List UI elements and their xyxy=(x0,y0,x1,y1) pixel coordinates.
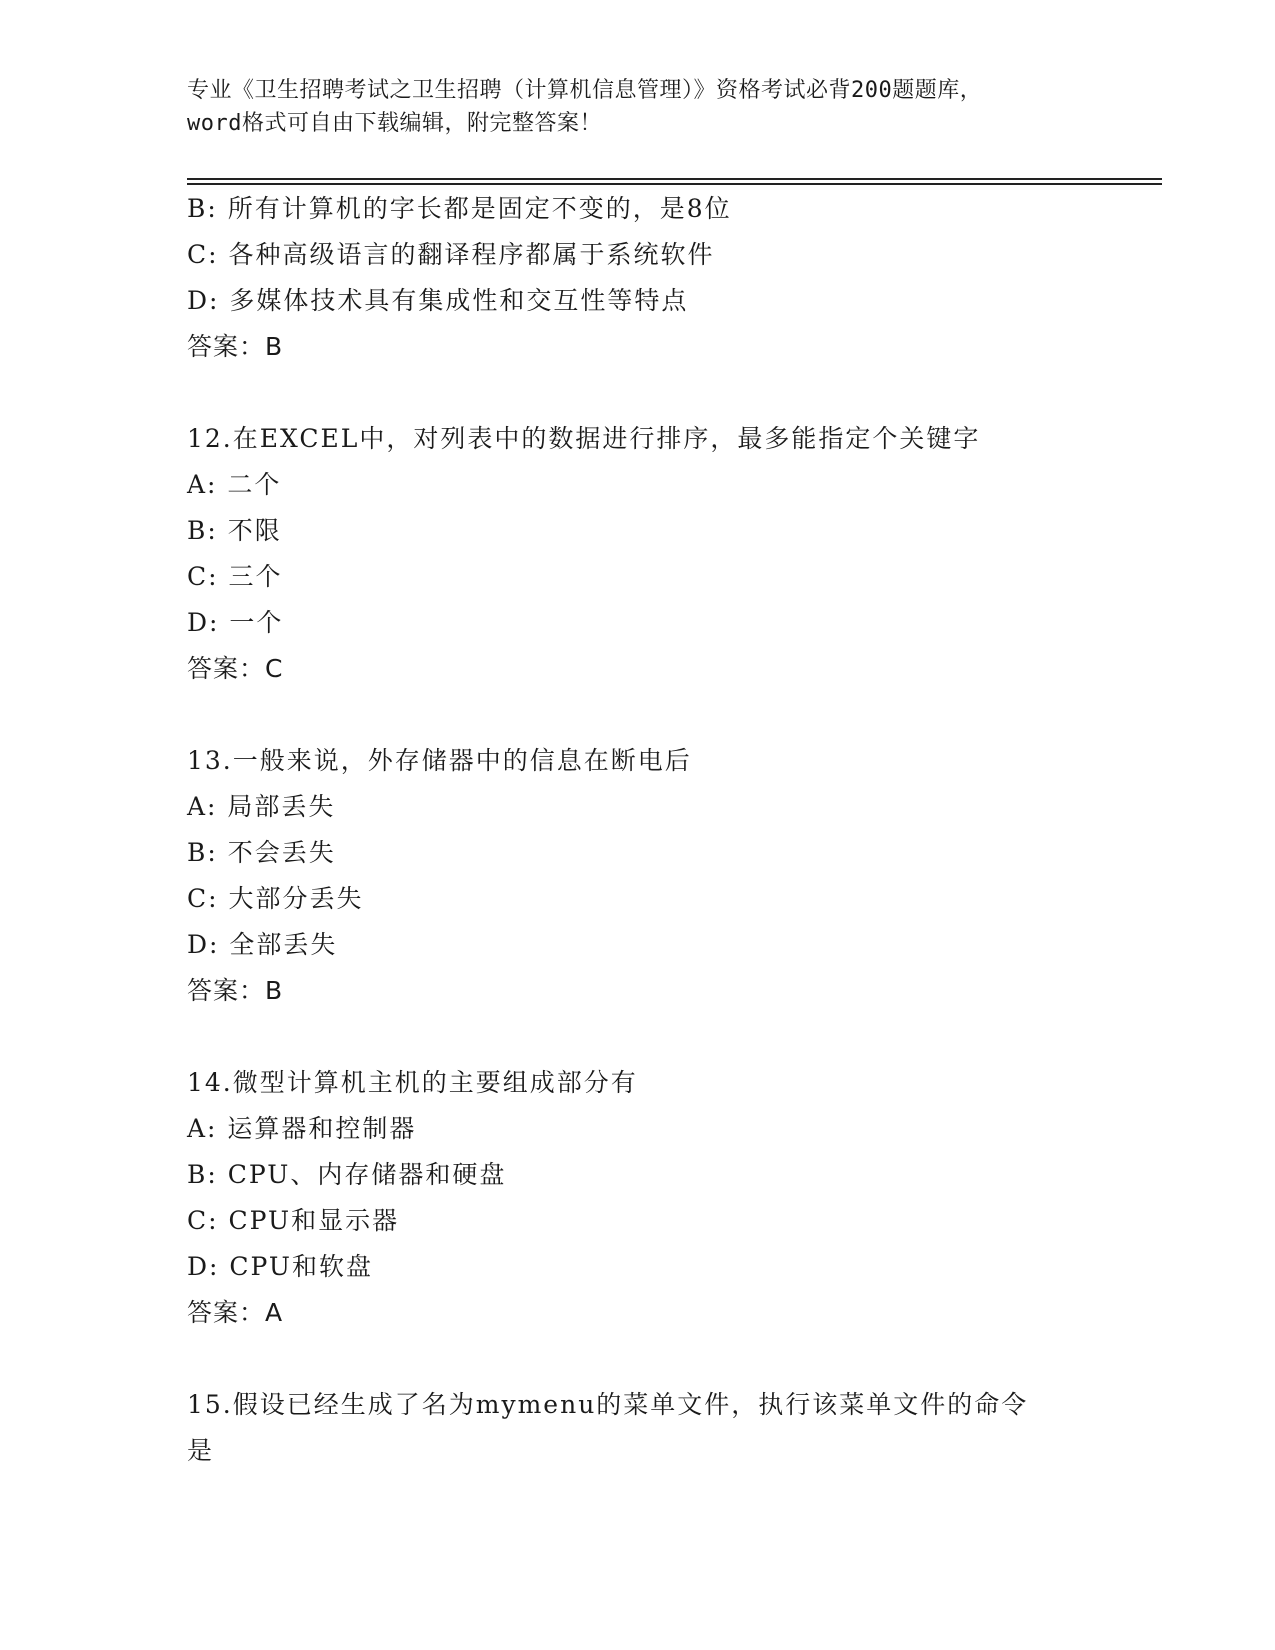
answer: 答案：B xyxy=(187,332,284,361)
option-d: D: CPU和软盘 xyxy=(187,1252,373,1281)
question-11 xyxy=(187,186,1087,370)
document-header xyxy=(187,74,1087,140)
option-b: B: CPU、内存储器和硬盘 xyxy=(187,1160,507,1189)
answer: 答案：A xyxy=(187,1298,284,1327)
option-c: C: 各种高级语言的翻译程序都属于系统软件 xyxy=(187,240,715,269)
option-c: C: 三个 xyxy=(187,562,283,591)
option-b: B: 不限 xyxy=(187,516,282,545)
question-text: 13.一般来说，外存储器中的信息在断电后 xyxy=(187,746,692,775)
spacer xyxy=(187,1014,1087,1060)
question-13 xyxy=(187,738,1087,1014)
question-text-line-1: 15.假设已经生成了名为mymenu的菜单文件，执行该菜单文件的命令 xyxy=(187,1390,1029,1419)
spacer xyxy=(187,692,1087,738)
option-a: A: 局部丢失 xyxy=(187,792,336,821)
answer: 答案：C xyxy=(187,654,284,683)
question-list xyxy=(187,186,1087,1474)
option-d: D: 多媒体技术具有集成性和交互性等特点 xyxy=(187,286,689,315)
answer: 答案：B xyxy=(187,976,284,1005)
option-a: A: 二个 xyxy=(187,470,282,499)
option-d: D: 一个 xyxy=(187,608,284,637)
option-b: B: 不会丢失 xyxy=(187,838,336,867)
header-title-line-2: word格式可自由下载编辑，附完整答案！ xyxy=(187,111,602,136)
option-b: B: 所有计算机的字长都是固定不变的，是8位 xyxy=(187,194,732,223)
spacer xyxy=(187,370,1087,416)
header-title-line-1: 专业《卫生招聘考试之卫生招聘（计算机信息管理）》资格考试必背200题题库， xyxy=(187,78,983,103)
spacer xyxy=(187,1336,1087,1382)
question-14 xyxy=(187,1060,1087,1336)
question-text-line-2: 是 xyxy=(187,1436,215,1465)
question-15 xyxy=(187,1382,1087,1474)
question-text: 12.在EXCEL中，对列表中的数据进行排序，最多能指定个关键字 xyxy=(187,424,981,453)
header-divider-bottom xyxy=(187,183,1162,185)
question-text: 14.微型计算机主机的主要组成部分有 xyxy=(187,1068,638,1097)
option-c: C: CPU和显示器 xyxy=(187,1206,400,1235)
question-12 xyxy=(187,416,1087,692)
header-divider-top xyxy=(187,178,1162,180)
option-a: A: 运算器和控制器 xyxy=(187,1114,417,1143)
option-c: C: 大部分丢失 xyxy=(187,884,364,913)
option-d: D: 全部丢失 xyxy=(187,930,338,959)
